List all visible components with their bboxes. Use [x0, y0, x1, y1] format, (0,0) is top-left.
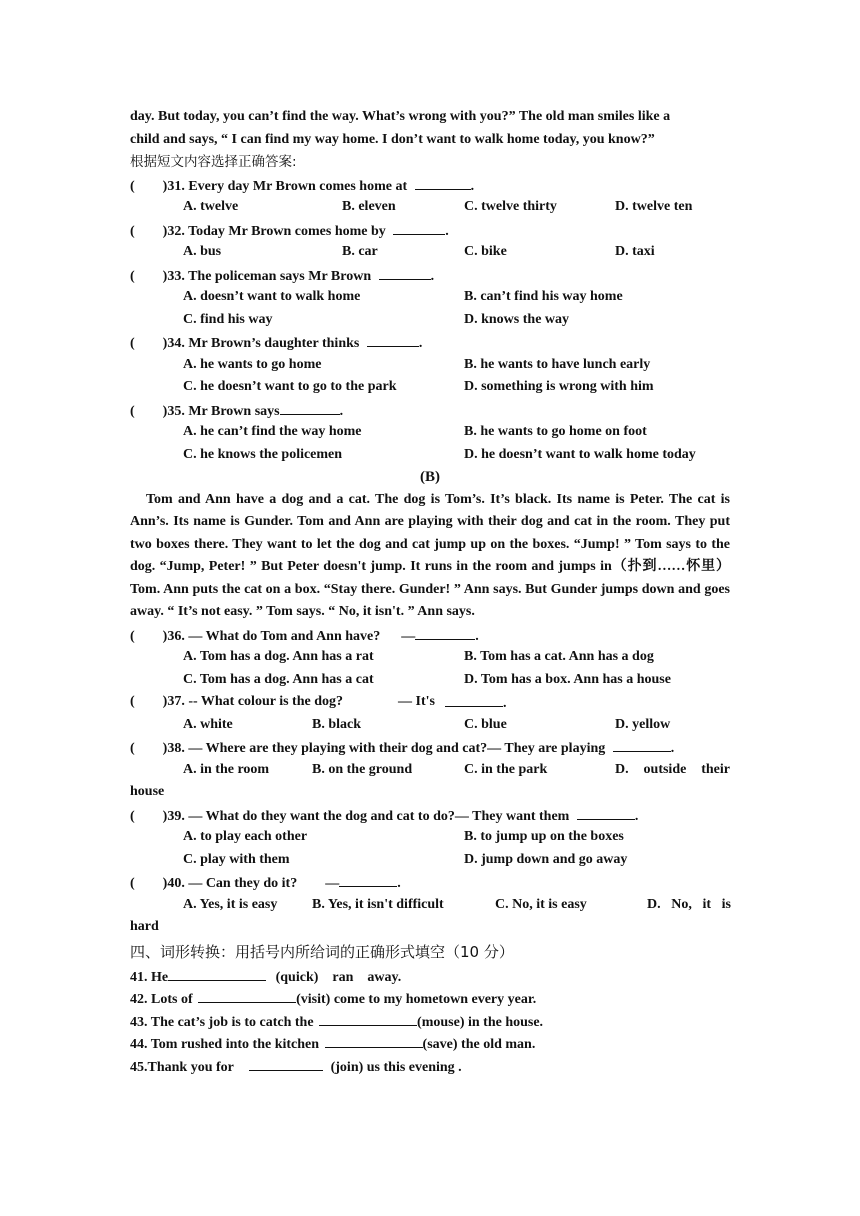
- question-32-stem: ( )32. Today Mr Brown comes home by: [130, 223, 386, 239]
- answer-blank-42[interactable]: [198, 987, 296, 1003]
- question-41-text: 41. He: [130, 969, 169, 985]
- question-33-stem: ( )33. The policeman says Mr Brown: [130, 268, 372, 284]
- question-35-end: .: [339, 403, 344, 419]
- question-37-end: .: [503, 696, 507, 711]
- option-31-c[interactable]: C. twelve thirty: [464, 199, 557, 214]
- option-37-b[interactable]: B. black: [312, 716, 362, 732]
- option-38-d-letter: D.: [615, 761, 629, 777]
- question-45-text: 45.Thank you for: [130, 1059, 234, 1075]
- question-36: [130, 624, 730, 647]
- answer-blank-31[interactable]: [415, 174, 471, 190]
- option-36-d[interactable]: D. Tom has a box. Ann has a house: [464, 671, 671, 687]
- option-37-a[interactable]: A. white: [183, 716, 233, 732]
- question-41-hint: (quick) ran away.: [275, 969, 402, 985]
- question-34-options-row-1: [130, 354, 730, 377]
- question-32-end: .: [445, 223, 449, 239]
- option-40-a[interactable]: A. Yes, it is easy: [183, 896, 278, 912]
- option-40-c[interactable]: C. No, it is easy: [495, 896, 587, 912]
- option-39-a[interactable]: A. to play each other: [183, 829, 308, 844]
- question-39-options-row-1: [130, 826, 730, 849]
- question-38-end: .: [670, 741, 675, 756]
- option-39-d[interactable]: D. jump down and go away: [464, 851, 628, 867]
- option-34-c[interactable]: C. he doesn’t want to go to the park: [183, 379, 397, 394]
- question-35-options-row-2: [130, 444, 730, 467]
- option-33-a[interactable]: A. doesn’t want to walk home: [183, 289, 361, 304]
- option-38-a[interactable]: A. in the room: [183, 761, 270, 777]
- option-40-d[interactable]: [647, 894, 731, 917]
- option-38-c[interactable]: C. in the park: [464, 761, 548, 777]
- exam-page: [130, 106, 730, 1077]
- question-38-option-d-wrap: house: [130, 784, 165, 799]
- passage-a-line-2: child and says, “ I can find my way home. I don’t want to walk home today, you know?”: [130, 131, 655, 147]
- question-43: [130, 1010, 730, 1033]
- option-33-c[interactable]: C. find his way: [183, 311, 273, 327]
- question-43-hint: (mouse) in the house.: [417, 1014, 544, 1030]
- option-32-d[interactable]: D. taxi: [615, 244, 655, 259]
- question-38: [130, 736, 730, 759]
- question-41: [130, 965, 730, 988]
- question-32-options: [130, 241, 730, 264]
- option-31-b[interactable]: B. eleven: [342, 199, 396, 214]
- answer-blank-32[interactable]: [393, 219, 445, 235]
- answer-blank-40[interactable]: [339, 871, 397, 887]
- question-36-end: .: [475, 628, 479, 644]
- answer-blank-33[interactable]: [379, 264, 431, 280]
- option-35-d[interactable]: D. he doesn’t want to walk home today: [464, 446, 696, 462]
- option-32-a[interactable]: A. bus: [183, 244, 222, 259]
- section-4-title: 四、词形转换：用括号内所给词的正确形式填空（10 分）: [130, 942, 514, 961]
- option-34-d[interactable]: D. something is wrong with him: [464, 379, 654, 394]
- question-44-text: 44. Tom rushed into the kitchen: [130, 1037, 320, 1052]
- option-36-a[interactable]: A. Tom has a dog. Ann has a rat: [183, 649, 374, 664]
- question-37-stem: ( )37. -- What colour is the dog?: [130, 694, 343, 709]
- passage-a-line-1: day. But today, you can’t find the way. What’s wrong with you?” The old man smiles like a: [130, 109, 671, 124]
- answer-blank-45[interactable]: [249, 1055, 323, 1071]
- option-40-d-letter: D.: [647, 896, 661, 912]
- option-38-d-word-1: outside: [643, 761, 687, 777]
- question-35: [130, 399, 730, 422]
- option-37-c[interactable]: C. blue: [464, 716, 507, 732]
- question-35-stem: ( )35. Mr Brown says: [130, 403, 280, 419]
- question-37-answer-prefix: — It's: [398, 694, 435, 709]
- option-33-d[interactable]: D. knows the way: [464, 311, 570, 327]
- option-39-b[interactable]: B. to jump up on the boxes: [464, 829, 624, 844]
- option-33-b[interactable]: B. can’t find his way home: [464, 289, 623, 304]
- question-33-options-row-2: [130, 309, 730, 332]
- answer-blank-41[interactable]: [168, 965, 266, 981]
- question-32: [130, 219, 730, 242]
- question-40-option-d-wrap: hard: [130, 919, 159, 934]
- option-38-b[interactable]: B. on the ground: [312, 761, 413, 777]
- question-31-stem: ( )31. Every day Mr Brown comes home at: [130, 178, 408, 194]
- instruction-text: 根据短文内容选择正确答案:: [130, 154, 297, 170]
- answer-blank-43[interactable]: [319, 1010, 417, 1026]
- option-36-b[interactable]: B. Tom has a cat. Ann has a dog: [464, 649, 654, 664]
- question-38-stem: ( )38. — Where are they playing with their dog and cat?— They are playing: [130, 741, 606, 756]
- answer-blank-38[interactable]: [613, 736, 671, 752]
- question-35-options-row-1: [130, 421, 730, 444]
- option-35-b[interactable]: B. he wants to go home on foot: [464, 424, 647, 439]
- answer-blank-34[interactable]: [367, 331, 419, 347]
- question-40-end: .: [397, 876, 401, 891]
- question-31-options: [130, 196, 730, 219]
- question-37: [130, 691, 730, 714]
- question-40-stem: ( )40. — Can they do it? —: [130, 876, 340, 891]
- question-40: [130, 871, 730, 894]
- question-31: [130, 174, 730, 197]
- option-34-b[interactable]: B. he wants to have lunch early: [464, 356, 651, 372]
- question-44: [130, 1032, 730, 1055]
- question-36-stem: ( )36. — What do Tom and Ann have? —: [130, 628, 416, 644]
- option-40-b[interactable]: B. Yes, it isn't difficult: [312, 896, 444, 912]
- option-32-c[interactable]: C. bike: [464, 244, 507, 259]
- option-32-b[interactable]: B. car: [342, 244, 378, 259]
- question-39-end: .: [634, 808, 639, 824]
- question-36-options-row-1: [130, 646, 730, 669]
- question-42-hint: (visit) come to my hometown every year.: [296, 992, 537, 1007]
- question-39-stem: ( )39. — What do they want the dog and cat to do?— They want them: [130, 808, 570, 824]
- answer-blank-37[interactable]: [445, 691, 503, 707]
- question-34-stem: ( )34. Mr Brown’s daughter thinks: [130, 336, 360, 351]
- question-45: [130, 1055, 730, 1078]
- option-37-d[interactable]: D. yellow: [615, 716, 671, 732]
- option-35-c[interactable]: C. he knows the policemen: [183, 446, 343, 462]
- question-34-options-row-2: [130, 376, 730, 399]
- question-39-options-row-2: [130, 849, 730, 872]
- answer-blank-39[interactable]: [577, 804, 635, 820]
- answer-blank-35[interactable]: [280, 399, 340, 415]
- question-44-hint: (save) the old man.: [422, 1037, 536, 1052]
- question-33: [130, 264, 730, 287]
- question-34: [130, 331, 730, 354]
- question-40-options: [130, 894, 730, 917]
- section-b-heading: (B): [420, 469, 440, 485]
- question-45-hint: (join) us this evening .: [330, 1059, 462, 1075]
- option-36-c[interactable]: C. Tom has a dog. Ann has a cat: [183, 671, 374, 687]
- answer-blank-44[interactable]: [325, 1032, 423, 1048]
- option-35-a[interactable]: A. he can’t find the way home: [183, 424, 362, 439]
- option-40-d-word-2: it: [702, 896, 712, 912]
- question-39: [130, 804, 730, 827]
- option-31-a[interactable]: A. twelve: [183, 199, 239, 214]
- passage-b: Tom and Ann have a dog and a cat. The dog is Tom’s. It’s black. Its name is Peter. The cat is Ann’s. Its name is Gunder. Tom and Ann are playing with their dog and cat in the room. They put two boxes there. They want to let the dog and cat jump up on the boxes. “Jump! ” Tom says to the dog. “Jump, Peter! ” But Peter doesn't jump. It runs in the room and jumps in（扑到……怀里）Tom. Ann puts the cat on a box. “Stay there. Gunder! ” Ann says. But Gunder jumps down and goes away. “ It’s not easy. ” Tom says. “ No, it isn't. ” Ann says.: [130, 491, 730, 619]
- question-42: [130, 987, 730, 1010]
- option-34-a[interactable]: A. he wants to go home: [183, 356, 322, 372]
- option-40-d-word-3: is: [721, 896, 731, 912]
- question-33-options-row-1: [130, 286, 730, 309]
- option-38-d[interactable]: [615, 759, 730, 782]
- option-31-d[interactable]: D. twelve ten: [615, 199, 693, 214]
- question-37-options: [130, 714, 730, 737]
- question-33-end: .: [430, 268, 435, 284]
- option-38-d-word-2: their: [701, 761, 730, 777]
- answer-blank-36[interactable]: [415, 624, 475, 640]
- question-34-end: .: [418, 336, 423, 351]
- question-36-options-row-2: [130, 669, 730, 692]
- question-31-end: .: [470, 178, 475, 194]
- option-40-d-word-1: No,: [671, 896, 692, 912]
- question-42-text: 42. Lots of: [130, 992, 193, 1007]
- question-43-text: 43. The cat’s job is to catch the: [130, 1014, 314, 1030]
- option-39-c[interactable]: C. play with them: [183, 851, 290, 867]
- question-38-options: [130, 759, 730, 782]
